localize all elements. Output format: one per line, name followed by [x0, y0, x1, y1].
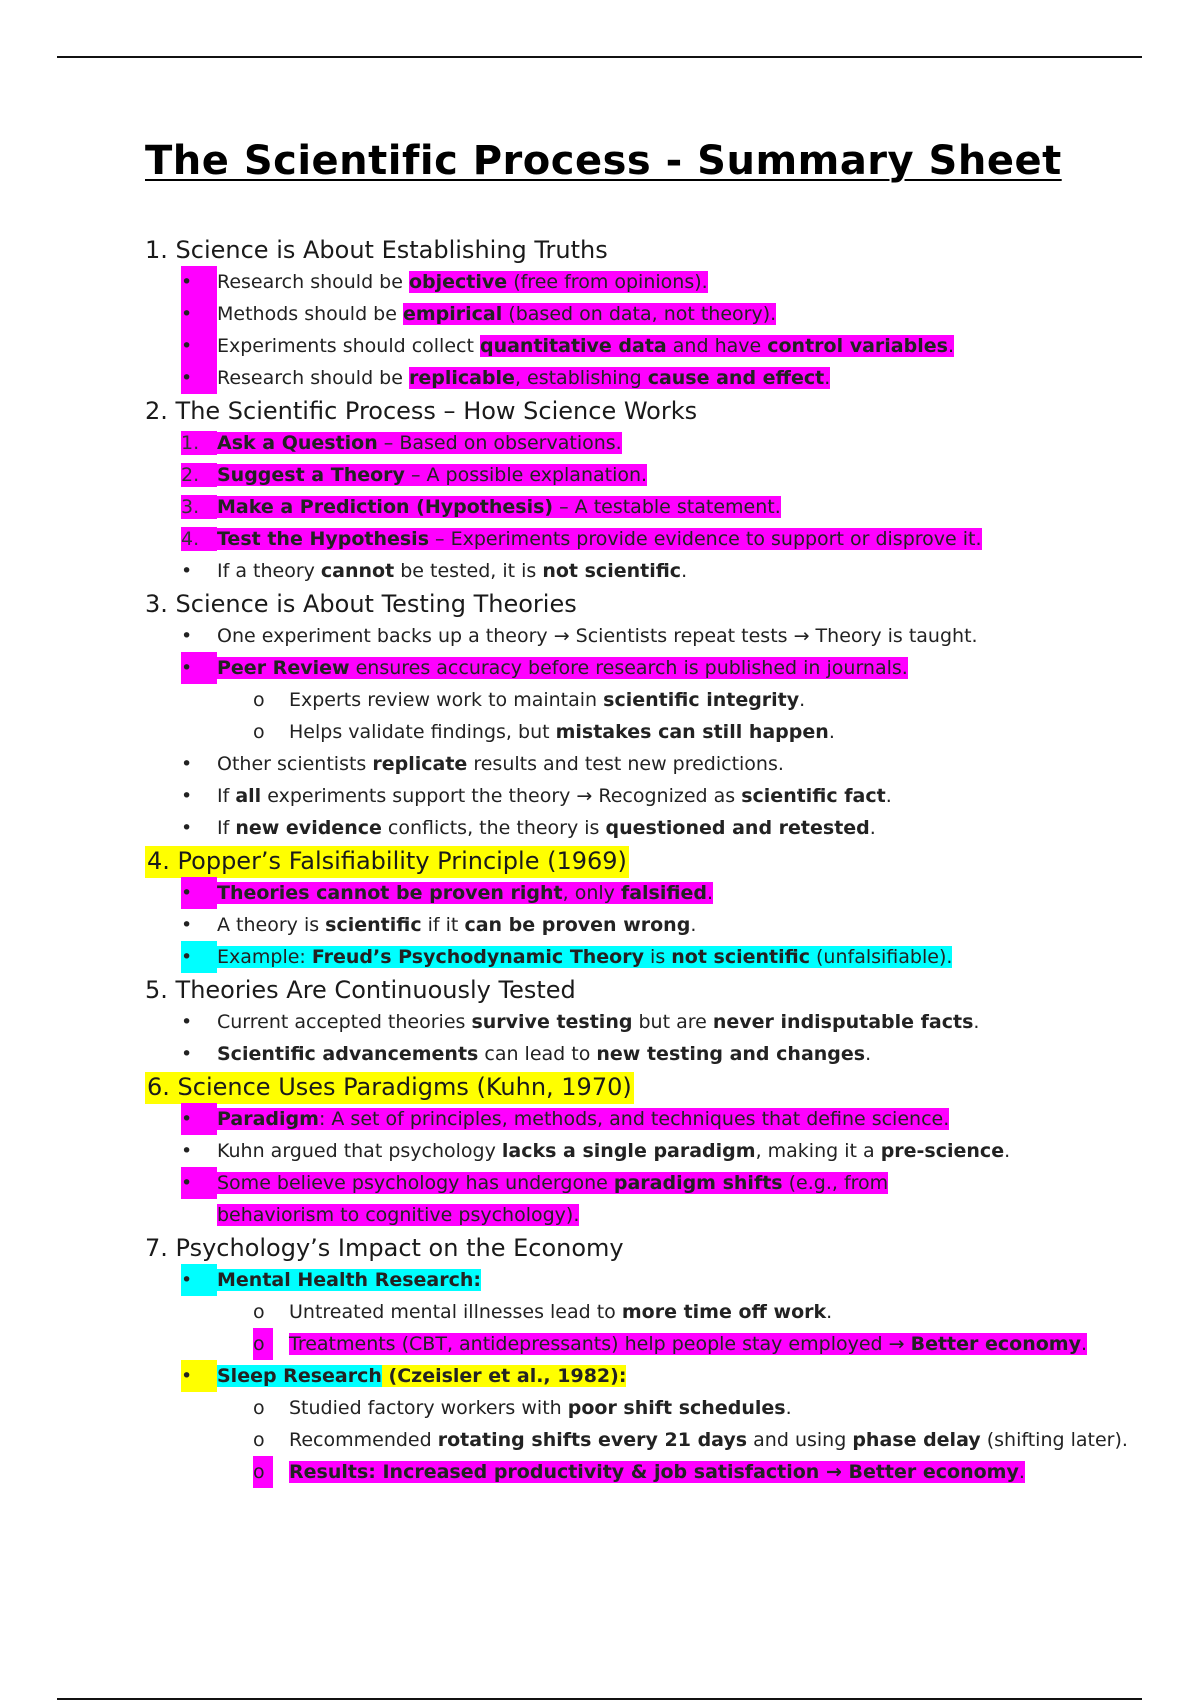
list-item: 3. Make a Prediction (Hypothesis) – A testable statement.: [181, 496, 781, 518]
list-item: [145, 1167, 987, 1231]
section-5-list: [145, 1006, 1145, 1070]
section-6-heading: 6. Science Uses Paradigms (Kuhn, 1970): [145, 1071, 1145, 1103]
bullet-marker: •: [181, 941, 217, 973]
sub-list-item: [145, 1328, 1145, 1360]
list-item: [145, 877, 1145, 909]
bullet-marker: •: [181, 362, 217, 394]
list-item: [145, 652, 1145, 684]
bullet-marker: •: [181, 560, 193, 582]
bullet-marker: •: [181, 785, 193, 807]
sub-bullet-marker: o: [253, 689, 265, 711]
sub-list-item: [145, 1456, 1145, 1488]
section-1-list: [145, 266, 1145, 394]
section-6: [145, 1071, 1145, 1231]
section-7-heading: 7. Psychology’s Impact on the Economy: [145, 1234, 624, 1262]
list-item: [145, 1103, 1145, 1135]
sub-list-item: o Studied factory workers with poor shift schedules.: [145, 1392, 1145, 1424]
bullet-marker: •: [181, 1043, 193, 1065]
list-item: • Research should be objective (free from opinions).: [145, 266, 1145, 298]
section-7-list: [145, 1264, 1145, 1488]
bullet-marker: •: [181, 330, 217, 362]
sub-bullet-marker: o: [253, 1328, 273, 1360]
sub-list-item: o Recommended rotating shifts every 21 days and using phase delay (shifting later).: [145, 1424, 1145, 1456]
top-rule: [57, 56, 1142, 58]
list-item: [145, 1264, 1145, 1296]
bullet-marker: •: [181, 298, 217, 330]
bullet-marker: •: [181, 914, 193, 936]
bullet-marker: •: [181, 753, 193, 775]
section-3-list: [145, 620, 1145, 844]
highlight: empirical (based on data, not theory).: [402, 303, 777, 325]
sub-bullet-marker: o: [253, 1301, 265, 1323]
highlight: Paradigm: A set of principles, methods, and techniques that define science.: [217, 1108, 950, 1130]
sub-list-item: o Untreated mental illnesses lead to more time off work.: [145, 1296, 1145, 1328]
list-item: • Research should be replicable, establishing cause and effect.: [145, 362, 1145, 394]
highlight: Mental Health Research:: [217, 1269, 481, 1291]
sub-list-item: o Helps validate findings, but mistakes can still happen.: [145, 716, 1145, 748]
bullet-marker: •: [181, 266, 217, 298]
list-item: • Other scientists replicate results and test new predictions.: [145, 748, 1145, 780]
bullet-marker: •: [181, 1103, 217, 1135]
sub-bullet-marker: o: [253, 721, 265, 743]
bullet-marker: •: [181, 1140, 193, 1162]
list-item: • If all experiments support the theory → Recognized as scientific fact.: [145, 780, 1145, 812]
list-item: 4. Test the Hypothesis – Experiments provide evidence to support or disprove it.: [181, 528, 982, 550]
list-item: 2. Suggest a Theory – A possible explanation.: [181, 464, 648, 486]
section-7: [145, 1232, 1145, 1488]
bullet-marker: •: [181, 1264, 217, 1296]
highlight: Treatments (CBT, antidepressants) help people stay employed → Better economy.: [289, 1333, 1088, 1355]
highlight: Theories cannot be proven right, only falsified.: [217, 882, 713, 904]
section-3: [145, 588, 1145, 844]
section-4-list: [145, 877, 1145, 973]
list-item: 1. Ask a Question – Based on observations.: [181, 432, 622, 454]
highlight: Example: Freud’s Psychodynamic Theory is not scientific (unfalsifiable).: [217, 946, 953, 968]
document-body: [145, 138, 1145, 1489]
highlight: objective (free from opinions).: [408, 271, 708, 293]
list-item: • Methods should be empirical (based on data, not theory).: [145, 298, 1145, 330]
highlight: replicable, establishing cause and effect.: [408, 367, 831, 389]
bullet-marker: •: [181, 1011, 193, 1033]
section-4: [145, 845, 1145, 973]
section-2-list: [145, 427, 1145, 587]
section-2-heading: 2. The Scientific Process – How Science Works: [145, 397, 698, 425]
list-item: • Scientific advancements can lead to new testing and changes.: [145, 1038, 1145, 1070]
list-item: [145, 941, 1145, 973]
list-item: • Sleep Research (Czeisler et al., 1982):: [145, 1360, 1145, 1392]
section-6-list: [145, 1103, 1145, 1231]
highlight: quantitative data and have control variables.: [479, 335, 954, 357]
list-item: • If new evidence conflicts, the theory is questioned and retested.: [145, 812, 1145, 844]
sub-bullet-marker: o: [253, 1456, 273, 1488]
bullet-marker: •: [181, 877, 217, 909]
bullet-marker: •: [181, 652, 217, 684]
sub-bullet-marker: o: [253, 1429, 265, 1451]
section-3-heading: 3. Science is About Testing Theories: [145, 590, 577, 618]
sub-list-item: o Experts review work to maintain scientific integrity.: [145, 684, 1145, 716]
bullet-marker: •: [181, 625, 193, 647]
list-item: • If a theory cannot be tested, it is not scientific.: [145, 555, 1145, 587]
bullet-marker: •: [181, 1360, 217, 1392]
page-title: The Scientific Process - Summary Sheet: [145, 138, 1062, 184]
section-2: [145, 395, 1145, 587]
list-item: • Experiments should collect quantitative data and have control variables.: [145, 330, 1145, 362]
section-4-heading: 4. Popper’s Falsifiability Principle (1969): [145, 845, 1145, 877]
list-item: • A theory is scientific if it can be proven wrong.: [145, 909, 1145, 941]
bullet-marker: •: [181, 817, 193, 839]
section-5-heading: 5. Theories Are Continuously Tested: [145, 976, 576, 1004]
list-item: • One experiment backs up a theory → Scientists repeat tests → Theory is taught.: [145, 620, 1145, 652]
highlight: Some believe psychology has undergone paradigm shifts (e.g., from behaviorism to cognitive psychology).: [217, 1172, 889, 1226]
list-item: • Kuhn argued that psychology lacks a single paradigm, making it a pre-science.: [145, 1135, 1145, 1167]
section-1-heading: 1. Science is About Establishing Truths: [145, 236, 608, 264]
highlight: Peer Review ensures accuracy before research is published in journals.: [217, 657, 908, 679]
section-1: [145, 234, 1145, 394]
sub-bullet-marker: o: [253, 1397, 265, 1419]
section-5: [145, 974, 1145, 1070]
highlight: Results: Increased productivity & job satisfaction → Better economy.: [289, 1461, 1025, 1483]
bullet-marker: •: [181, 1167, 217, 1199]
list-item: • Current accepted theories survive testing but are never indisputable facts.: [145, 1006, 1145, 1038]
